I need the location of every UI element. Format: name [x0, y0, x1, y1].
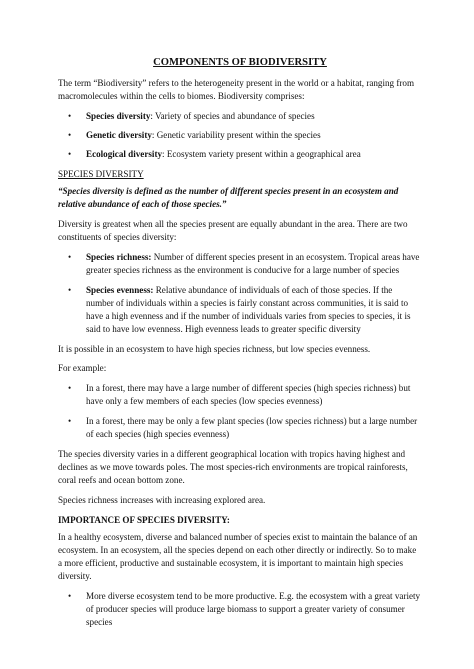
examples-list — [58, 382, 422, 441]
list-item — [58, 148, 422, 161]
importance-heading: IMPORTANCE OF SPECIES DIVERSITY: — [58, 514, 230, 525]
bullet-icon: • — [68, 284, 72, 295]
list-desc: In a forest, there may be only a few plant species (low species richness) but a large number of each species (high species evenness) — [86, 416, 418, 440]
definition-quote: “Species diversity is defined as the number of different species present in an ecosystem and relative abundance of each of those species.” — [58, 186, 399, 210]
page-title: COMPONENTS OF BIODIVERSITY — [153, 57, 327, 68]
list-item — [58, 251, 422, 277]
intro-paragraph: The term “Biodiversity” refers to the heterogeneity present in the world or a habitat, ranging from macromolecules within the cells to biomes. Biodiversity comprises: — [58, 78, 415, 101]
list-desc: : Variety of species and abundance of species — [150, 110, 315, 121]
list-desc: Relative abundance of individuals of each of those species. If the number of individuals within a species is fairly constant across communities, it is said to have a high evenness and if the number of individuals varies from species to species, it is said to have low evenness. High evenness leads to greater specific diversity — [86, 284, 411, 334]
for-example-label: For example: — [58, 363, 107, 374]
bullet-icon: • — [68, 129, 72, 140]
bullet-icon: • — [68, 148, 72, 159]
list-desc: : Genetic variability present within the species — [151, 129, 321, 140]
list-item — [58, 382, 422, 408]
bullet-icon: • — [68, 591, 72, 602]
possible-paragraph: It is possible in an ecosystem to have high species richness, but low species evenness. — [58, 343, 371, 354]
list-term: Ecological diversity — [86, 148, 163, 159]
bullet-icon: • — [68, 252, 72, 263]
list-desc: : Ecosystem variety present within a geographical area — [162, 148, 361, 159]
list-desc: More diverse ecosystem tend to be more productive. E.g. the ecosystem with a great variety of producer species will produce large biomass to support a greater variety of consumer species — [86, 591, 421, 627]
bullet-icon: • — [68, 416, 72, 427]
list-item — [58, 415, 422, 441]
variation-paragraph: The species diversity varies in a different geographical location with tropics having highest and declines as we move towards poles. The most species-rich environments are tropical rainforests, coral reefs and ocean bottom zone. — [58, 448, 408, 485]
list-item — [58, 110, 422, 123]
list-term: Genetic diversity — [86, 129, 152, 140]
list-item — [58, 284, 422, 336]
list-term: Species richness: — [86, 252, 152, 263]
diversity-intro: Diversity is greatest when all the species present are equally abundant in the area. There are two constituents of species diversity: — [58, 219, 408, 243]
list-desc: In a forest, there may have a large number of different species (high species richness) but have only a few members of each species (low species evenness) — [86, 383, 411, 407]
components-list — [58, 110, 422, 161]
list-item — [58, 129, 422, 142]
richness-paragraph: Species richness increases with increasing explored area. — [58, 494, 266, 505]
bullet-icon: • — [68, 383, 72, 394]
list-item — [58, 590, 422, 629]
list-desc: Number of different species present in an ecosystem. Tropical areas have greater species richness as the environment is conducive for a large number of species — [86, 252, 420, 275]
importance-list — [58, 590, 422, 629]
list-term: Species diversity — [86, 110, 151, 121]
list-term: Species evenness: — [86, 284, 154, 295]
importance-paragraph: In a healthy ecosystem, diverse and balanced number of species exist to maintain the balance of an ecosystem. In an ecosystem, all the species depend on each other directly or indirectly. So to make a more efficient, productive and sustainable ecosystem, it is important to maintain high species diversity. — [58, 532, 418, 582]
constituents-list — [58, 251, 422, 335]
bullet-icon: • — [68, 110, 72, 121]
species-diversity-heading: SPECIES DIVERSITY — [58, 168, 144, 179]
